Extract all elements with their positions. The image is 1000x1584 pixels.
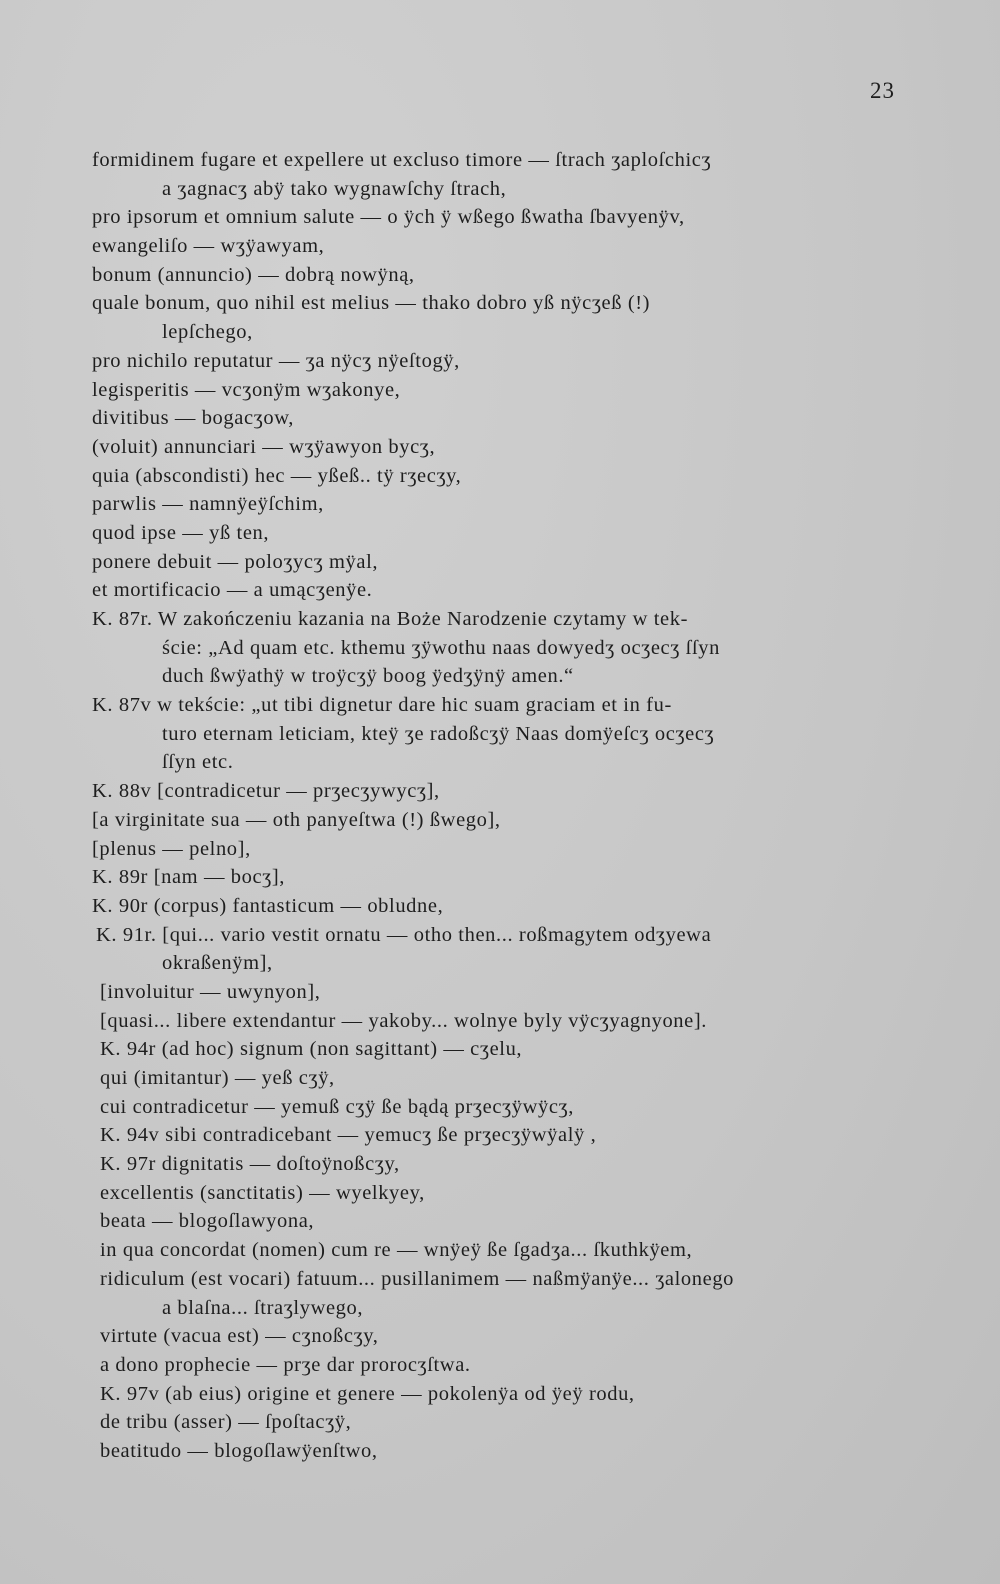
text-line: [a virginitate sua — oth panyeſtwa (!) ßwego], (92, 808, 501, 831)
text-line: K. 94r (ad hoc) signum (non sagittant) — cʒelu, (100, 1038, 523, 1061)
text-line: formidinem fugare et expellere ut excluso timore — ſtrach ʒaploſchicʒ (92, 149, 712, 171)
text-line: [quasi... libere extendantur — yakoby... wolnye byly vÿcʒyagnyone]. (100, 1009, 708, 1032)
text-line: qui (imitantur) — yeß cʒÿ, (100, 1067, 335, 1089)
text-line: (voluit) annunciari — wʒÿawyon bycʒ, (92, 435, 436, 458)
text-line: K. 88v [contradicetur — prʒecʒywycʒ], (92, 780, 440, 803)
text-line-continuation: a ʒagnacʒ abÿ tako wygnawſchy ſtrach, (162, 177, 507, 200)
text-line: K. 89r [nam — bocʒ], (92, 866, 286, 889)
text-line: quale bonum, quo nihil est melius — thako dobro yß nÿcʒeß (!) (92, 292, 651, 315)
page-number: 23 (870, 78, 895, 103)
text-line: K. 87r. W zakończeniu kazania na Boże Narodzenie czytamy w tek- (92, 608, 688, 630)
text-line-continuation: okraßenÿm], (162, 952, 273, 975)
text-line: ponere debuit — poloʒycʒ mÿal, (92, 550, 379, 573)
text-line: virtute (vacua est) — cʒnoßcʒy, (100, 1325, 379, 1348)
text-line: beatitudo — blogoſlawÿenſtwo, (100, 1439, 378, 1462)
text-line-continuation: turo eternam leticiam, kteÿ ʒe radoßcʒÿ Naas domÿeſcʒ ocʒecʒ (162, 722, 715, 745)
text-line: K. 94v sibi contradicebant — yemucʒ ße prʒecʒÿwÿalÿ , (100, 1124, 597, 1147)
glossary-text (92, 146, 922, 1466)
text-line-continuation: duch ßwÿathÿ w troÿcʒÿ boog ÿedʒÿnÿ amen.“ (162, 665, 574, 688)
text-line: pro nichilo reputatur — ʒa nÿcʒ nÿeſtogÿ, (92, 349, 460, 372)
text-line: [plenus — pelno], (92, 837, 251, 860)
text-line: bonum (annuncio) — dobrą nowÿną, (92, 263, 415, 286)
text-line: parwlis — namnÿeÿſchim, (92, 493, 324, 516)
text-line: [involuitur — uwynyon], (100, 980, 321, 1003)
text-line: in qua concordat (nomen) cum re — wnÿeÿ ße ſgadʒa... ſkuthkÿem, (100, 1239, 693, 1262)
text-line: K. 91r. [qui... vario vestit ornatu — otho then... roßmagytem odʒyewa (96, 923, 712, 946)
text-line: K. 90r (corpus) fantasticum — obludne, (92, 894, 444, 917)
text-line-continuation: lepſchego, (162, 321, 253, 344)
text-line: beata — blogoſlawyona, (100, 1210, 315, 1233)
text-line: quia (abscondisti) hec — yßeß.. tÿ rʒecʒy, (92, 464, 462, 487)
text-line: K. 97r dignitatis — doſtoÿnoßcʒy, (100, 1153, 400, 1176)
text-line: excellentis (sanctitatis) — wyelkyey, (100, 1181, 425, 1204)
text-line: K. 87v w tekście: „ut tibi dignetur dare hic suam graciam et in fu- (92, 694, 672, 717)
text-line: K. 97v (ab eius) origine et genere — pokolenÿa od ÿeÿ rodu, (100, 1382, 635, 1405)
text-line: legisperitis — vcʒonÿm wʒakonye, (92, 378, 401, 401)
text-line: pro ipsorum et omnium salute — o ÿch ÿ wßego ßwatha ſbavyenÿv, (92, 206, 685, 229)
text-line: a dono prophecie — prʒe dar prorocʒſtwa. (100, 1353, 471, 1376)
text-line-continuation: ſſyn etc. (162, 751, 234, 774)
text-line: et mortificacio — a umącʒenÿe. (92, 579, 373, 602)
text-line: cui contradicetur — yemuß cʒÿ ße bądą prʒecʒÿwÿcʒ, (100, 1095, 574, 1118)
text-line-continuation: a blaſna... ſtraʒlywego, (162, 1296, 364, 1319)
text-line: ewangeliſo — wʒÿawyam, (92, 235, 325, 258)
text-line: divitibus — bogacʒow, (92, 407, 295, 430)
text-line: quod ipse — yß ten, (92, 521, 270, 544)
text-line: ridiculum (est vocari) fatuum... pusillanimem — naßmÿanÿe... ʒalonego (100, 1267, 735, 1290)
text-line-continuation: ście: „Ad quam etc. kthemu ʒÿwothu naas dowyedʒ ocʒecʒ ſſyn (162, 636, 720, 659)
text-line: de tribu (asser) — ſpoſtacʒÿ, (100, 1411, 352, 1434)
